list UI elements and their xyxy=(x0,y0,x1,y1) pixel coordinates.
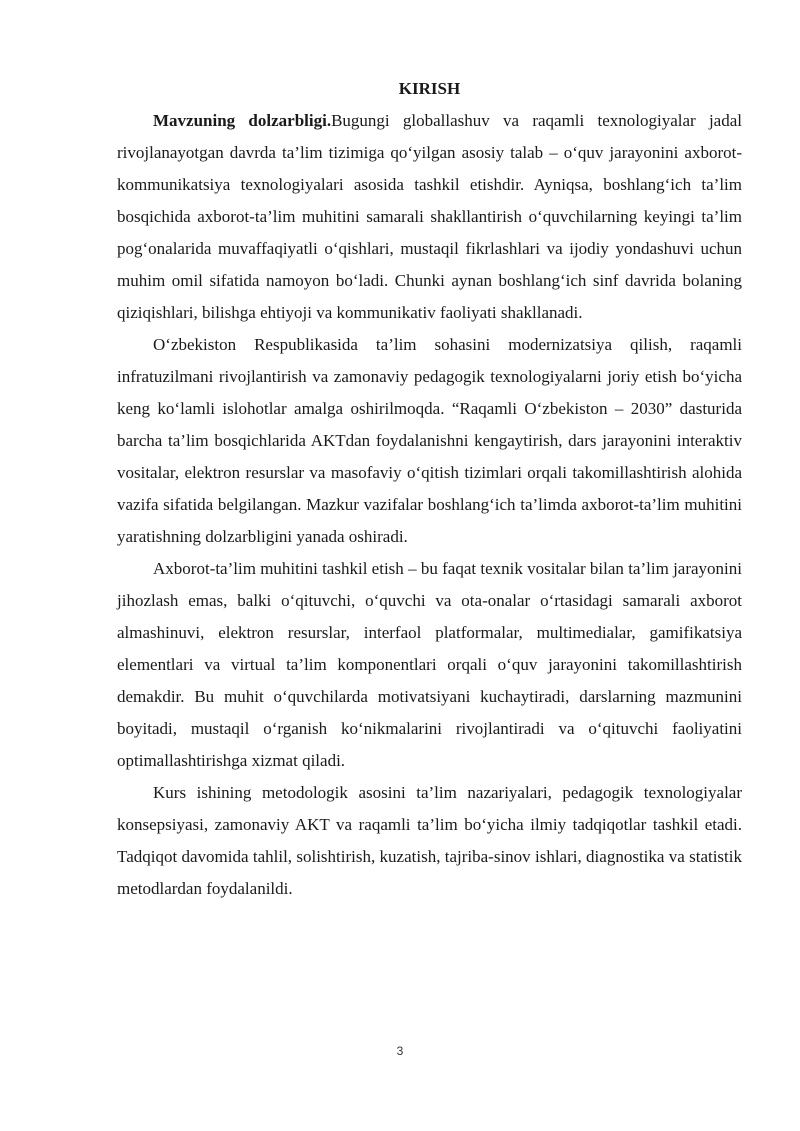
paragraph-text: Bugungi globallashuv va raqamli texnologiyalar jadal rivojlanayotgan davrda ta’lim tizimiga qo‘yilgan asosiy talab – o‘quv jarayonini axborot-kommunikatsiya texnologiyalari asosida tashkil etishdir. Ayniqsa, boshlang‘ich ta’lim bosqichida axborot-ta’lim muhitini samarali shakllantirish o‘quvchilarning keyingi ta’lim pog‘onalarida muvaffaqiyatli o‘qishlari, mustaqil fikrlashlari va ijodiy yondashuvi uchun muhim omil sifatida namoyon bo‘ladi. Chunki aynan boshlang‘ich sinf davrida bolaning qiziqishlari, bilishga ehtiyoji va kommunikativ faoliyati shakllanadi. xyxy=(117,111,742,322)
paragraph-text: Kurs ishining metodologik asosini ta’lim nazariyalari, pedagogik texnologiyalar konsepsiyasi, zamonaviy AKT va raqamli ta’lim bo‘yicha ilmiy tadqiqotlar tashkil etadi. Tadqiqot davomida tahlil, solishtirish, kuzatish, tajriba-sinov ishlari, diagnostika va statistik metodlardan foydalanildi. xyxy=(117,783,742,898)
paragraph-reforms xyxy=(117,329,742,553)
page-number: 3 xyxy=(396,1044,404,1058)
paragraph-text: O‘zbekiston Respublikasida ta’lim sohasini modernizatsiya qilish, raqamli infratuzilmani rivojlantirish va zamonaviy pedagogik texnologiyalarni joriy etish bo‘yicha keng ko‘lamli islohotlar amalga oshirilmoqda. “Raqamli O‘zbekiston – 2030” dasturida barcha ta’lim bosqichlarida AKTdan foydalanishni kengaytirish, dars jarayonini interaktiv vositalar, elektron resurslar va masofaviy o‘qitish tizimlari orqali takomillashtirish alohida vazifa sifatida belgilangan. Mazkur vazifalar boshlang‘ich ta’limda axborot-ta’lim muhitini yaratishning dolzarbligini yanada oshiradi. xyxy=(117,335,742,546)
paragraph-relevance xyxy=(117,105,742,329)
paragraph-methodology xyxy=(117,777,742,905)
page-content xyxy=(117,73,742,905)
paragraph-environment xyxy=(117,553,742,777)
section-title: KIRISH xyxy=(398,79,461,98)
paragraph-text: Axborot-ta’lim muhitini tashkil etish – bu faqat texnik vositalar bilan ta’lim jarayonini jihozlash emas, balki o‘qituvchi, o‘quvchi va ota-onalar o‘rtasidagi samarali axborot almashinuvi, elektron resurslar, interfaol platformalar, multimedialar, gamifikatsiya elementlari va virtual ta’lim komponentlari orqali o‘quv jarayonini takomillashtirish demakdir. Bu muhit o‘quvchilarda motivatsiyani kuchaytiradi, darslarning mazmunini boyitadi, mustaqil o‘rganish ko‘nikmalarini rivojlantiradi va o‘qituvchi faoliyatini optimallashtirishga xizmat qiladi. xyxy=(117,559,742,770)
paragraph-lead: Mavzuning dolzarbligi. xyxy=(153,111,332,130)
